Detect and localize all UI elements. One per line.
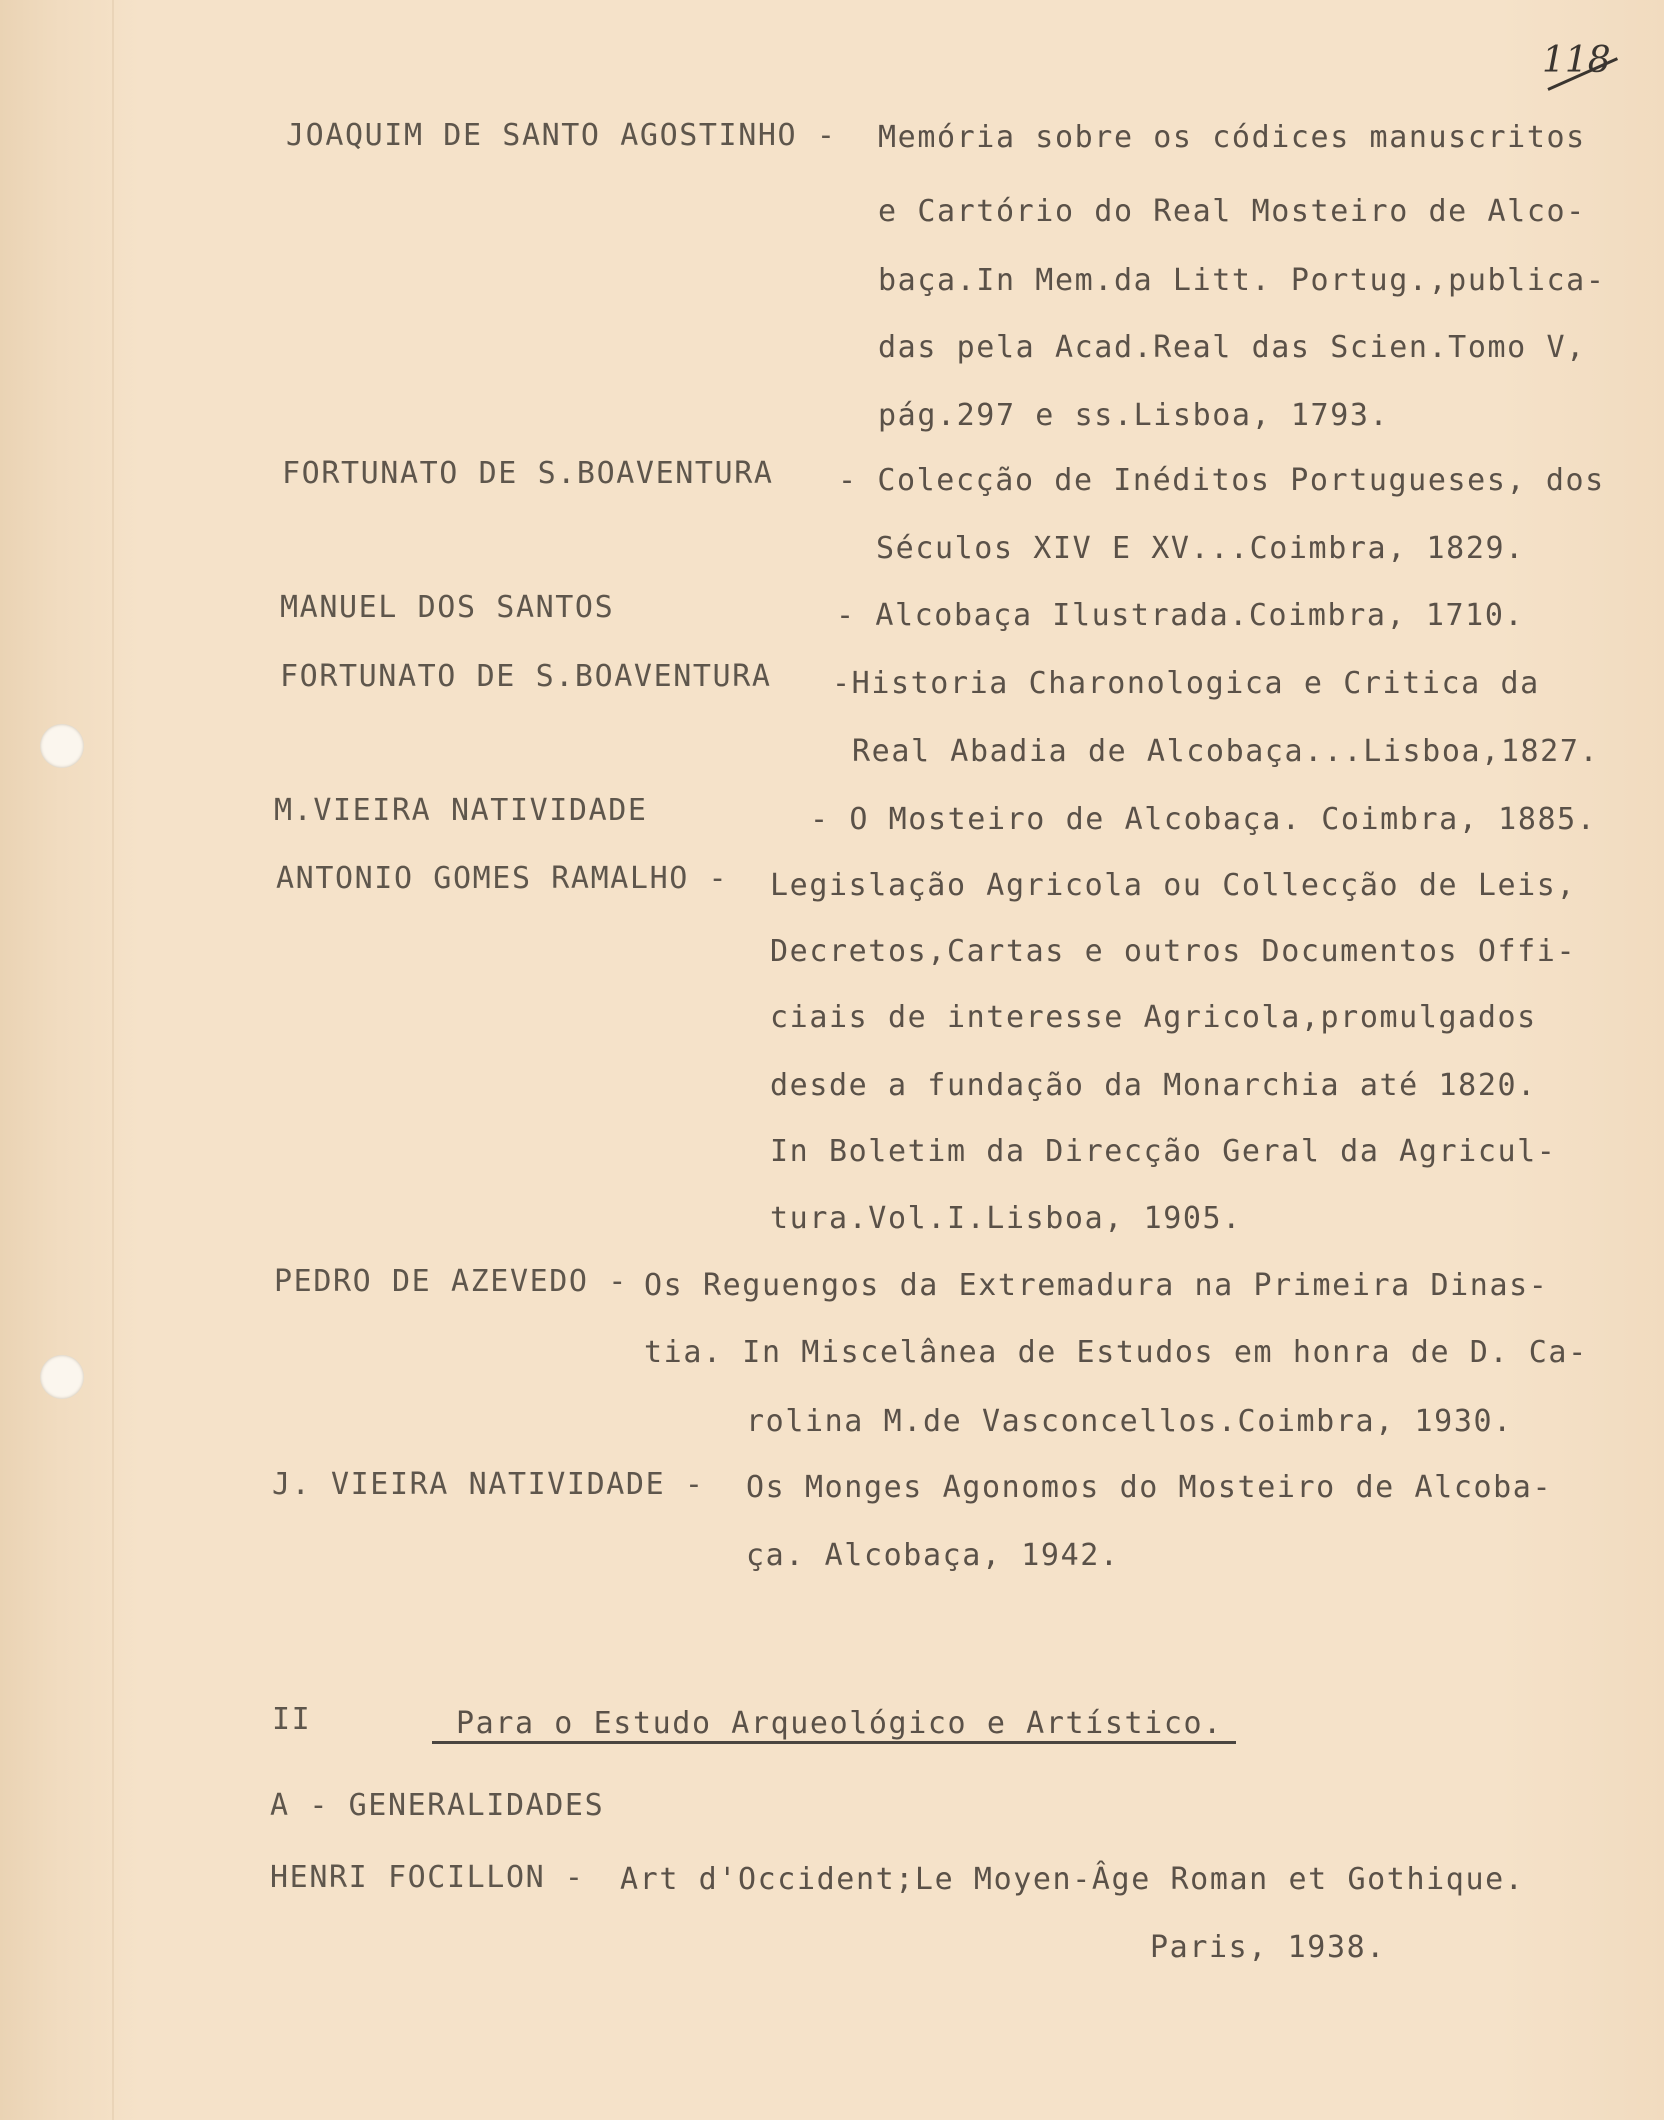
entry-line: das pela Acad.Real das Scien.Tomo V, [878,330,1586,365]
section-title: Para o Estudo Arqueológico e Artístico. [456,1706,1223,1741]
entry-line: Os Reguengos da Extremadura na Primeira Dinas- [644,1268,1549,1303]
entry-author: MANUEL DOS SANTOS [280,590,615,625]
entry-author: ANTONIO GOMES RAMALHO - [276,861,729,896]
entry-line: Art d'Occident;Le Moyen-Âge Roman et Gothique. [620,1862,1525,1897]
section-title-underline [432,1741,1236,1744]
entry-line: ça. Alcobaça, 1942. [746,1538,1120,1573]
entry-line: tia. In Miscelânea de Estudos em honra de D. Ca- [644,1335,1588,1370]
entry-line: -Historia Charonologica e Critica da [832,666,1540,701]
entry-line: In Boletim da Direcção Geral da Agricul- [770,1134,1557,1169]
entry-line: rolina M.de Vasconcellos.Coimbra, 1930. [746,1404,1513,1439]
page-edge-shadow [112,0,114,2120]
section-number: II [272,1702,312,1737]
entry-line: Real Abadia de Alcobaça...Lisboa,1827. [852,734,1600,769]
page-number: 118 [1542,40,1611,81]
entry-line: ciais de interesse Agricola,promulgados [770,1000,1537,1035]
entry-author: FORTUNATO DE S.BOAVENTURA [282,456,774,491]
entry-line: pág.297 e ss.Lisboa, 1793. [878,398,1390,433]
entry-author: M.VIEIRA NATIVIDADE [274,793,648,828]
entry-line: Memória sobre os códices manuscritos [878,120,1586,155]
entry-author: HENRI FOCILLON - [270,1860,585,1895]
entry-line: - O Mosteiro de Alcobaça. Coimbra, 1885. [810,802,1597,837]
entry-line: Legislação Agricola ou Collecção de Leis, [770,868,1577,903]
entry-author: PEDRO DE AZEVEDO - [274,1264,628,1299]
entry-line: - Colecção de Inéditos Portugueses, dos [838,463,1605,498]
entry-line: e Cartório do Real Mosteiro de Alco- [878,194,1586,229]
entry-line: Paris, 1938. [1150,1930,1386,1965]
entry-author: J. VIEIRA NATIVIDADE - [272,1467,705,1502]
entry-author: JOAQUIM DE SANTO AGOSTINHO - [286,118,837,153]
binder-hole-bottom [40,1355,84,1399]
entry-line: tura.Vol.I.Lisboa, 1905. [770,1201,1242,1236]
binder-hole-top [40,724,84,768]
entry-line: baça.In Mem.da Litt. Portug.,publica- [878,263,1606,298]
entry-line: Os Monges Agonomos do Mosteiro de Alcoba- [746,1470,1553,1505]
entry-line: desde a fundação da Monarchia até 1820. [770,1068,1537,1103]
entry-line: - Alcobaça Ilustrada.Coimbra, 1710. [836,598,1525,633]
entry-line: Decretos,Cartas e outros Documentos Offi- [770,934,1577,969]
entry-line: Séculos XIV E XV...Coimbra, 1829. [876,531,1525,566]
entry-author: FORTUNATO DE S.BOAVENTURA [280,659,772,694]
subsection-heading: A - GENERALIDADES [270,1788,605,1823]
